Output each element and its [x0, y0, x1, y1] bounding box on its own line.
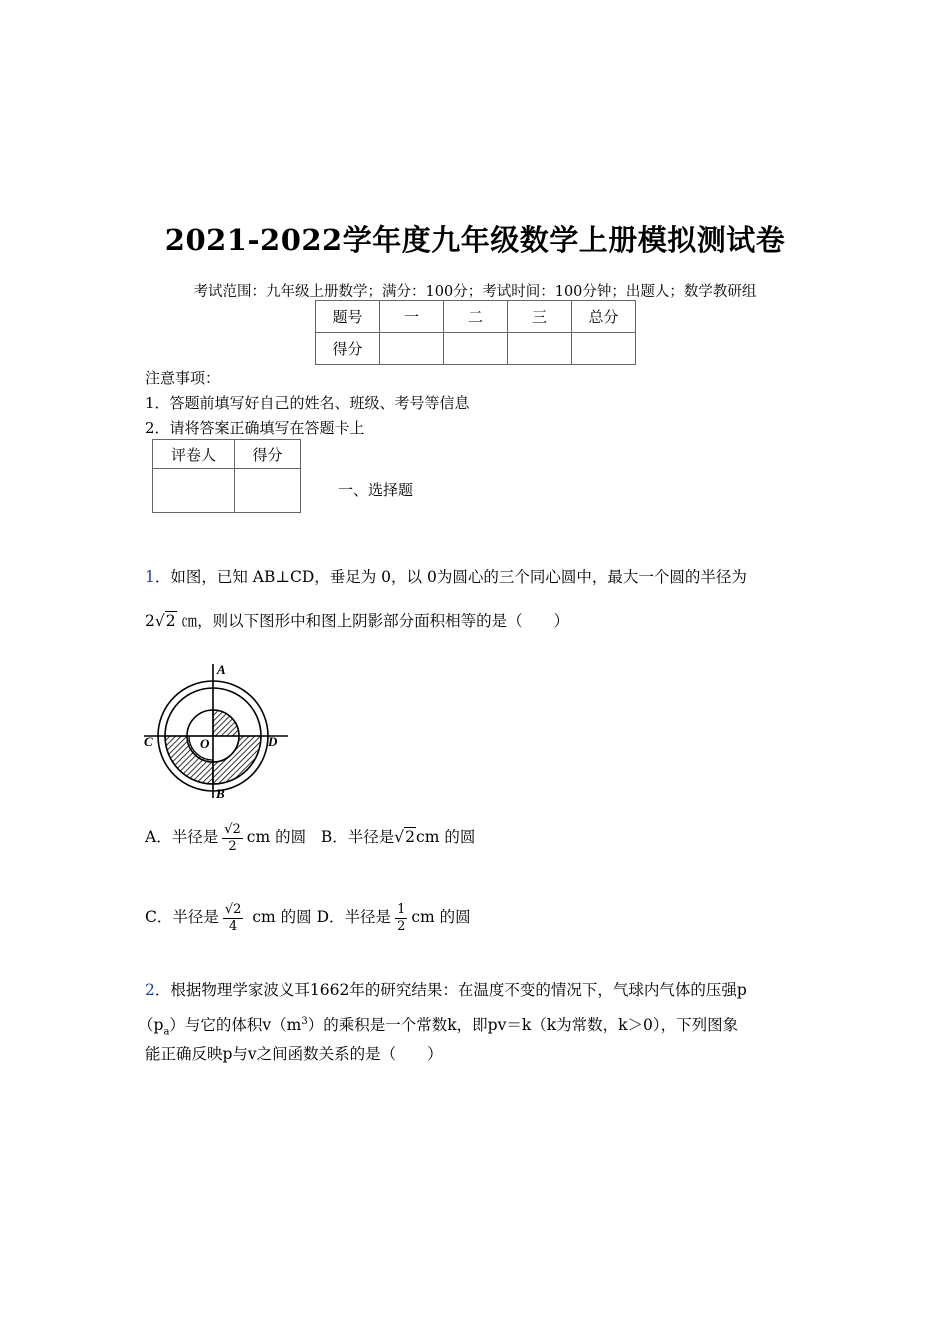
options-ab	[145, 820, 475, 855]
radius-coefficient: 2	[145, 612, 155, 630]
radicand: 2	[165, 612, 176, 630]
page-title: 2021-2022学年度九年级数学上册模拟测试卷	[164, 223, 786, 257]
label-b: B	[216, 786, 225, 801]
fraction-numerator: √2	[224, 821, 241, 837]
fraction-numerator: 1	[397, 901, 406, 917]
option-b-suffix: cm 的圆	[416, 828, 476, 846]
question-text: ．如图，已知 AB⊥CD，垂足为 0，以 0为圆心的三个同心圆中，最大一个圆的半径为	[154, 568, 747, 586]
option-b-prefix: B．半径是	[320, 828, 395, 846]
score-cell[interactable]	[444, 333, 508, 365]
option-d-prefix: D．半径是	[316, 908, 392, 926]
question-2-line-1	[145, 980, 747, 1000]
superscript: 3	[301, 1016, 308, 1027]
question-number: 1	[145, 568, 155, 586]
question-text: （p	[138, 1016, 164, 1035]
option-d-fraction	[395, 902, 407, 935]
option-a-prefix: A．半径是	[145, 828, 219, 846]
grader-table	[152, 439, 301, 513]
score-table	[315, 300, 636, 365]
score-row-label: 得分	[316, 333, 380, 365]
question-2-line-3: 能正确反映p与v之间函数关系的是（ ）	[145, 1045, 443, 1063]
concentric-circles-figure	[138, 660, 290, 802]
option-a-fraction	[222, 822, 243, 855]
option-d-suffix: cm 的圆	[411, 908, 471, 926]
option-a-suffix: cm 的圆	[246, 828, 307, 846]
note-item: 1．答题前填写好自己的姓名、班级、考号等信息	[145, 394, 470, 412]
score-header-cell: 三	[508, 301, 572, 333]
question-1-text	[145, 567, 747, 587]
question-text: ㎝，则以下图形中和图上阴影部分面积相等的是（ ）	[176, 612, 570, 630]
fraction-numerator: √2	[224, 901, 242, 917]
option-c-fraction	[223, 902, 244, 935]
question-text: ．根据物理学家波义耳1662年的研究结果：在温度不变的情况下，气球内气体的压强p	[154, 981, 747, 999]
label-a: A	[217, 662, 226, 677]
fraction-denominator: 2	[228, 838, 237, 854]
score-header-cell: 一	[380, 301, 444, 333]
score-header-cell: 二	[444, 301, 508, 333]
question-number: 2	[145, 981, 155, 999]
section-heading: 一、选择题	[338, 481, 414, 499]
grader-cell[interactable]	[235, 469, 301, 513]
score-cell[interactable]	[572, 333, 636, 365]
notes-heading: 注意事项：	[145, 369, 221, 387]
option-c-prefix: C．半径是	[145, 908, 219, 926]
option-c-suffix: cm 的圆	[252, 908, 312, 926]
exam-info: 考试范围：九年级上册数学；满分：100分；考试时间：100分钟；出题人；数学教研组	[193, 284, 757, 300]
subscript: a	[163, 1026, 170, 1038]
label-c: C	[144, 734, 153, 749]
label-d: D	[268, 734, 278, 749]
fraction-denominator: 2	[397, 918, 406, 934]
score-cell[interactable]	[380, 333, 444, 365]
question-text: ）的乘积是一个常数k，即pv＝k（k为常数，k＞0），下列图象	[307, 1016, 739, 1035]
note-item: 2．请将答案正确填写在答题卡上	[145, 419, 365, 437]
question-text: ）与它的体积v（m	[169, 1016, 302, 1035]
question-2-line-2	[138, 1012, 738, 1042]
grader-cell[interactable]	[153, 469, 235, 513]
question-1-text-2	[145, 611, 569, 631]
score-header-cell: 总分	[572, 301, 636, 333]
sqrt-expression: √2	[154, 612, 176, 630]
options-cd	[145, 900, 471, 935]
fraction-denominator: 4	[229, 918, 238, 934]
radicand: 2	[405, 828, 416, 846]
score-header-cell: 题号	[316, 301, 380, 333]
grader-header-cell: 得分	[235, 440, 301, 469]
grader-header-cell: 评卷人	[153, 440, 235, 469]
option-b-sqrt: √2	[394, 828, 416, 846]
label-o: O	[200, 736, 210, 751]
score-cell[interactable]	[508, 333, 572, 365]
